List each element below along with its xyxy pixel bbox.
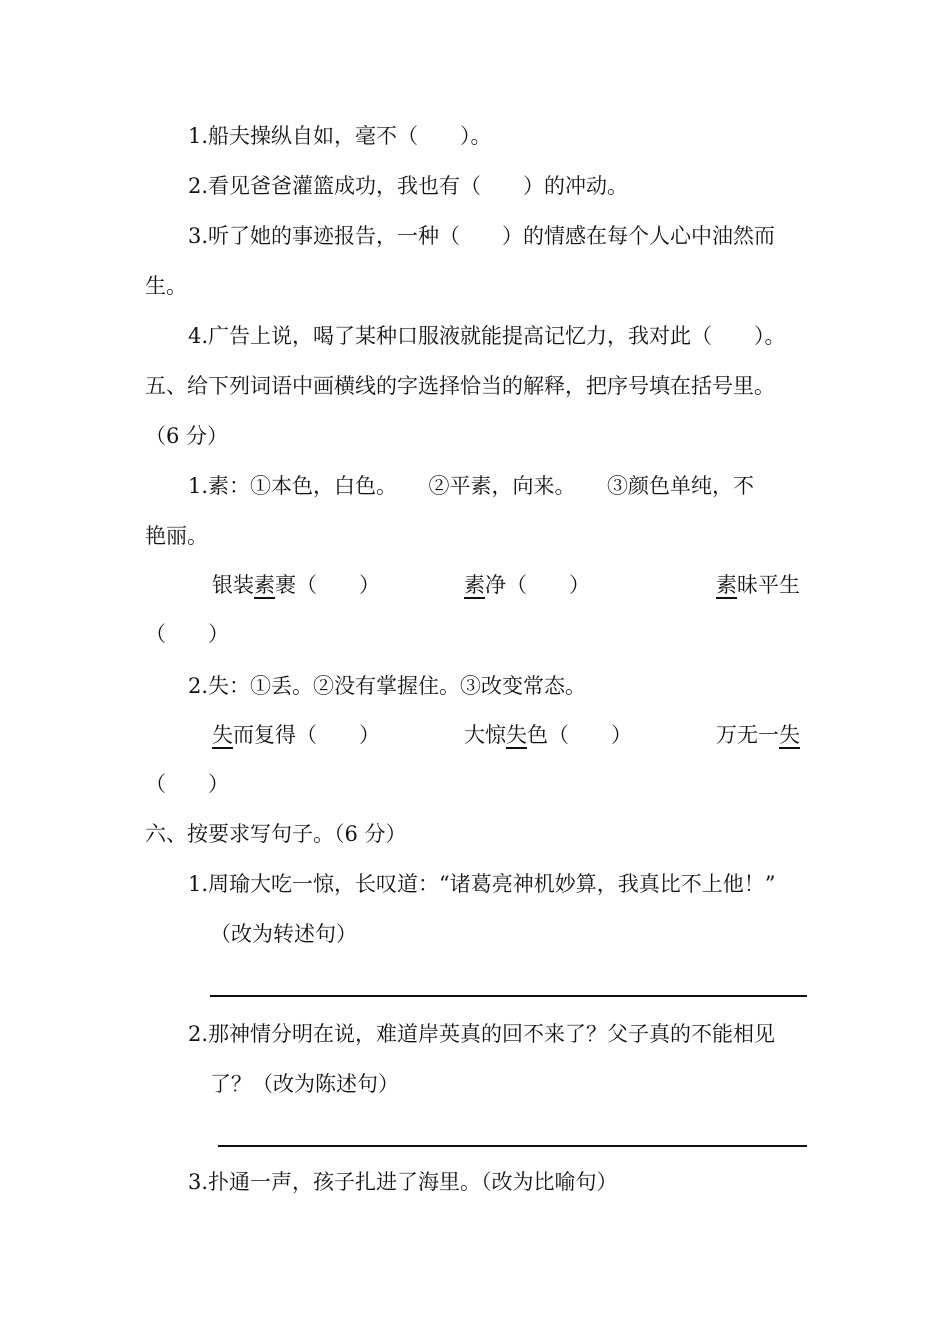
rewrite-q2: 2.那神情分明在说，难道岸英真的回不来了？父子真的不能相见 (188, 1022, 776, 1046)
word-prefix: 银装 (212, 573, 254, 597)
section-5-title: 五、给下列词语中画横线的字选择恰当的解释，把序号填在括号里。 (145, 374, 775, 398)
underlined-char: 失 (779, 723, 800, 747)
underlined-char: 失 (212, 723, 233, 747)
q1-word-3-blank: （ ） (145, 622, 229, 646)
q1-word-3 (716, 571, 800, 599)
q2-word-2 (464, 721, 632, 749)
word-prefix: 万无一 (716, 723, 779, 747)
fill-blank-item-3-cont: 生。 (145, 274, 187, 298)
rewrite-q2-instruction: 了？（改为陈述句） (210, 1072, 399, 1096)
rewrite-q3: 3.扑通一声，孩子扎进了海里。（改为比喻句） (188, 1170, 618, 1194)
section-6-title: 六、按要求写句子。（6 分） (145, 822, 407, 846)
underlined-char: 失 (506, 723, 527, 747)
word-prefix: 大惊 (464, 723, 506, 747)
word-suffix: 裹（ ） (275, 573, 380, 597)
q1-definitions: 1.素：①本色，白色。 ②平素，向来。 ③颜色单纯，不 (188, 474, 755, 498)
rewrite-q1-instruction: （改为转述句） (210, 922, 357, 946)
underlined-char: 素 (254, 573, 275, 597)
q1-word-2 (464, 571, 590, 599)
fill-blank-item-2: 2.看见爸爸灌篮成功，我也有（ ）的冲动。 (188, 174, 629, 198)
q1-word-1 (212, 571, 380, 599)
q2-word-3-blank: （ ） (145, 772, 229, 796)
fill-blank-item-1: 1.船夫操纵自如，毫不（ ）。 (188, 124, 492, 148)
fill-blank-item-3: 3.听了她的事迹报告，一种（ ）的情感在每个人心中油然而 (188, 224, 776, 248)
underlined-char: 素 (716, 573, 737, 597)
section-5-score: （6 分） (145, 424, 229, 448)
word-suffix: 而复得（ ） (233, 723, 380, 747)
word-suffix: 净（ ） (485, 573, 590, 597)
q1-definitions-cont: 艳丽。 (145, 524, 208, 548)
fill-blank-item-4: 4.广告上说，喝了某种口服液就能提高记忆力，我对此（ ）。 (188, 324, 786, 348)
q2-word-3 (716, 721, 800, 749)
rewrite-q1: 1.周瑜大吃一惊，长叹道：“诸葛亮神机妙算，我真比不上他！” (188, 872, 776, 896)
q2-word-1 (212, 721, 380, 749)
answer-line-2[interactable] (218, 1145, 807, 1147)
underlined-char: 素 (464, 573, 485, 597)
q2-definitions: 2.失：①丢。②没有掌握住。③改变常态。 (188, 674, 587, 698)
word-suffix: 昧平生 (737, 573, 800, 597)
answer-line-1[interactable] (210, 995, 807, 997)
word-suffix: 色（ ） (527, 723, 632, 747)
